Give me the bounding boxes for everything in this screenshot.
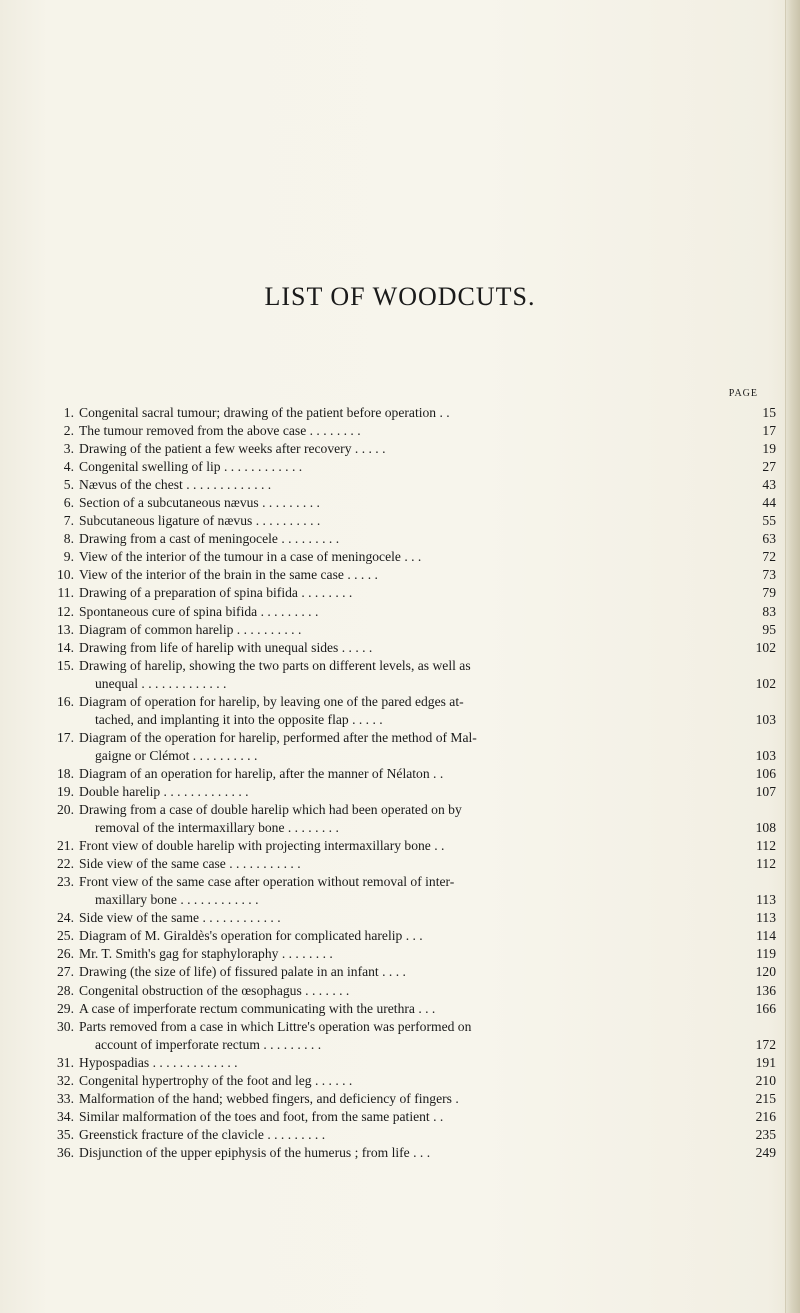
entry-number: 12. (57, 603, 74, 619)
entry-page-number: 113 (756, 892, 776, 908)
entry-line: Disjunction of the upper epiphysis of the humerus ; from life . . . (79, 1144, 431, 1160)
entry-line: Spontaneous cure of spina bifida . . . . . . . . . (79, 603, 319, 619)
list-item (46, 1108, 776, 1126)
entry-number: 30. (57, 1018, 74, 1034)
entry-number: 16. (57, 693, 74, 709)
entry-line: View of the interior of the brain in the same case . . . . . (79, 567, 378, 583)
entry-description (79, 603, 738, 621)
list-item (46, 1144, 776, 1162)
entry-description (79, 765, 738, 783)
entry-number: 5. (63, 477, 74, 493)
entry-page-number: 73 (762, 567, 776, 583)
entry-line: Parts removed from a case in which Littre's operation was performed on (79, 1018, 472, 1034)
entry-number: 19. (57, 783, 74, 799)
entry-line: Mr. T. Smith's gag for staphyloraphy . . . . . . . . (79, 946, 333, 962)
entry-line: Double harelip . . . . . . . . . . . . . (79, 783, 249, 799)
entry-page-number: 19 (762, 441, 776, 457)
list-item (46, 548, 776, 566)
entry-description (79, 494, 738, 512)
entry-line: Front view of double harelip with projecting intermaxillary bone . . (79, 838, 445, 854)
page-title: LIST OF WOODCUTS. (264, 282, 536, 311)
entry-page-number: 44 (762, 495, 776, 511)
entry-line: gaigne or Clémot . . . . . . . . . . (95, 747, 258, 763)
entry-number: 33. (57, 1090, 74, 1106)
entry-description (79, 963, 738, 981)
list-item (46, 693, 776, 729)
entry-number: 23. (57, 874, 74, 890)
entry-line: tached, and implanting it into the opposite flap . . . . . (95, 711, 383, 727)
entry-description (79, 512, 738, 530)
entry-line: Diagram of an operation for harelip, after the manner of Nélaton . . (79, 765, 444, 781)
entry-number: 20. (57, 802, 74, 818)
entry-page-number: 15 (762, 405, 776, 420)
entry-description (79, 639, 738, 657)
list-item (46, 566, 776, 584)
entry-number: 35. (57, 1126, 74, 1142)
entry-description (79, 729, 738, 765)
entry-description (79, 1018, 738, 1054)
list-item (46, 765, 776, 783)
entry-number: 29. (57, 1000, 74, 1016)
list-item (46, 783, 776, 801)
entry-description (79, 1108, 738, 1126)
list-item (46, 476, 776, 494)
entry-page-number: 83 (762, 603, 776, 619)
entry-line: The tumour removed from the above case . . . . . . . . (79, 423, 361, 439)
list-item (46, 1090, 776, 1108)
entry-page-number: 215 (755, 1090, 776, 1106)
entry-number: 34. (57, 1108, 74, 1124)
entry-page-number: 114 (756, 928, 776, 944)
entry-line: Drawing of the patient a few weeks after recovery . . . . . (79, 441, 386, 457)
entry-page-number: 172 (755, 1036, 776, 1052)
page-edge (785, 0, 800, 1313)
list-item (46, 873, 776, 909)
entry-line: maxillary bone . . . . . . . . . . . . (95, 892, 259, 908)
list-item (46, 422, 776, 440)
entry-description (79, 458, 738, 476)
entry-page-number: 103 (755, 711, 776, 727)
entry-description (79, 873, 738, 909)
entry-description (79, 982, 738, 1000)
entry-line: Malformation of the hand; webbed fingers, and deficiency of fingers . (79, 1090, 459, 1106)
entry-description (79, 548, 738, 566)
list-item (46, 945, 776, 963)
entry-line: Front view of the same case after operation without removal of inter- (79, 874, 455, 890)
entry-number: 4. (63, 459, 74, 475)
entry-description (79, 945, 738, 963)
entry-number: 17. (57, 729, 74, 745)
entry-number: 13. (57, 621, 74, 637)
entry-page-number: 55 (762, 513, 776, 529)
entry-page-number: 103 (755, 747, 776, 763)
entry-line: Drawing from a case of double harelip which had been operated on by (79, 802, 462, 818)
entry-line: Section of a subcutaneous nævus . . . . . . . . . (79, 495, 320, 511)
list-item (46, 639, 776, 657)
entry-number: 10. (57, 567, 74, 583)
entry-number: 14. (57, 639, 74, 655)
entry-number: 3. (63, 441, 74, 457)
page-column-header: PAGE (728, 388, 758, 399)
entry-description (79, 693, 738, 729)
entry-page-number: 210 (755, 1072, 776, 1088)
entry-number: 2. (63, 423, 74, 439)
entry-number: 7. (63, 513, 74, 529)
entry-page-number: 120 (755, 964, 776, 980)
entry-line: Congenital swelling of lip . . . . . . . . . . . . (79, 459, 303, 475)
list-item (46, 1018, 776, 1054)
list-item (46, 855, 776, 873)
entry-description (79, 476, 738, 494)
entry-number: 11. (57, 585, 74, 601)
list-item (46, 927, 776, 945)
entry-page-number: 216 (755, 1108, 776, 1124)
entry-line: account of imperforate rectum . . . . . . . . . (95, 1036, 322, 1052)
entry-page-number: 166 (755, 1000, 776, 1016)
entry-line: Nævus of the chest . . . . . . . . . . . . . (79, 477, 272, 493)
entry-description (79, 1054, 738, 1072)
entry-number: 27. (57, 964, 74, 980)
entry-description (79, 566, 738, 584)
entry-description (79, 909, 738, 927)
entry-page-number: 102 (755, 639, 776, 655)
list-item (46, 729, 776, 765)
entry-description (79, 783, 738, 801)
entry-number: 25. (57, 928, 74, 944)
entry-line: Diagram of M. Giraldès's operation for complicated harelip . . . (79, 928, 423, 944)
entry-page-number: 112 (756, 838, 776, 854)
entry-page-number: 107 (755, 783, 776, 799)
entry-number: 18. (57, 765, 74, 781)
entry-line: Subcutaneous ligature of nævus . . . . . . . . . . (79, 513, 321, 529)
entry-number: 36. (57, 1144, 74, 1160)
entry-number: 8. (63, 531, 74, 547)
list-item (46, 1054, 776, 1072)
entry-description (79, 1000, 738, 1018)
entry-line: Congenital obstruction of the œsophagus . . . . . . . (79, 982, 350, 998)
entry-description (79, 621, 738, 639)
entry-number: 31. (57, 1054, 74, 1070)
list-item (46, 837, 776, 855)
entry-page-number: 113 (756, 910, 776, 926)
entry-description (79, 1090, 738, 1108)
entry-page-number: 72 (762, 549, 776, 565)
entry-description (79, 801, 738, 837)
list-item (46, 963, 776, 981)
list-item (46, 530, 776, 548)
entry-page-number: 102 (755, 675, 776, 691)
entry-line: Drawing of harelip, showing the two parts on different levels, as well as (79, 657, 471, 673)
entry-page-number: 43 (762, 477, 776, 493)
entry-number: 15. (57, 657, 74, 673)
entry-line: Diagram of common harelip . . . . . . . . . . (79, 621, 302, 637)
list-item (46, 458, 776, 476)
entry-page-number: 95 (762, 621, 776, 637)
entry-page-number: 119 (756, 946, 776, 962)
entry-line: Drawing of a preparation of spina bifida . . . . . . . . (79, 585, 353, 601)
list-item (46, 909, 776, 927)
entry-description (79, 1144, 738, 1162)
entry-page-number: 27 (762, 459, 776, 475)
entry-line: Diagram of the operation for harelip, performed after the method of Mal- (79, 729, 477, 745)
entry-description (79, 404, 738, 422)
entry-line: removal of the intermaxillary bone . . . . . . . . (95, 820, 339, 836)
entry-page-number: 63 (762, 531, 776, 547)
entry-page-number: 191 (755, 1054, 776, 1070)
entry-number: 21. (57, 838, 74, 854)
list-item (46, 657, 776, 693)
entry-number: 1. (63, 405, 74, 420)
list-item (46, 1072, 776, 1090)
entry-number: 26. (57, 946, 74, 962)
entry-line: Side view of the same case . . . . . . . . . . . (79, 856, 301, 872)
entry-line: Drawing (the size of life) of fissured palate in an infant . . . . (79, 964, 406, 980)
entry-line: Diagram of operation for harelip, by leaving one of the pared edges at- (79, 693, 464, 709)
entry-line: Similar malformation of the toes and foot, from the same patient . . (79, 1108, 444, 1124)
entry-line: A case of imperforate rectum communicating with the urethra . . . (79, 1000, 436, 1016)
entry-page-number: 106 (755, 765, 776, 781)
entry-description (79, 927, 738, 945)
entry-page-number: 112 (756, 856, 776, 872)
entry-page-number: 79 (762, 585, 776, 601)
entry-line: Drawing from a cast of meningocele . . . . . . . . . (79, 531, 340, 547)
entry-line: Drawing from life of harelip with unequal sides . . . . . (79, 639, 373, 655)
entry-description (79, 440, 738, 458)
entry-line: Greenstick fracture of the clavicle . . . . . . . . . (79, 1126, 326, 1142)
entry-page-number: 249 (755, 1144, 776, 1160)
entry-page-number: 108 (755, 820, 776, 836)
entry-description (79, 1072, 738, 1090)
list-item (46, 1126, 776, 1144)
entry-description (79, 837, 738, 855)
entry-line: unequal . . . . . . . . . . . . . (95, 675, 227, 691)
list-item (46, 982, 776, 1000)
woodcut-list (46, 404, 776, 1162)
entry-page-number: 136 (755, 982, 776, 998)
entry-description (79, 422, 738, 440)
entry-number: 32. (57, 1072, 74, 1088)
entry-line: Side view of the same . . . . . . . . . . . . (79, 910, 281, 926)
list-item (46, 1000, 776, 1018)
list-item (46, 584, 776, 602)
list-item (46, 440, 776, 458)
list-item (46, 512, 776, 530)
entry-line: Hypospadias . . . . . . . . . . . . . (79, 1054, 238, 1070)
entry-line: Congenital hypertrophy of the foot and leg . . . . . . (79, 1072, 353, 1088)
entry-description (79, 657, 738, 693)
entry-description (79, 530, 738, 548)
entry-line: View of the interior of the tumour in a case of meningocele . . . (79, 549, 422, 565)
list-item (46, 404, 776, 422)
entry-line: Congenital sacral tumour; drawing of the patient before operation . . (79, 405, 450, 420)
list-item (46, 801, 776, 837)
entry-number: 24. (57, 910, 74, 926)
entry-description (79, 584, 738, 602)
entry-page-number: 17 (762, 423, 776, 439)
list-item (46, 621, 776, 639)
entry-description (79, 855, 738, 873)
entry-description (79, 1126, 738, 1144)
entry-number: 22. (57, 856, 74, 872)
list-item (46, 603, 776, 621)
entry-page-number: 235 (755, 1126, 776, 1142)
list-item (46, 494, 776, 512)
entry-number: 28. (57, 982, 74, 998)
entry-number: 6. (63, 495, 74, 511)
entry-number: 9. (63, 549, 74, 565)
